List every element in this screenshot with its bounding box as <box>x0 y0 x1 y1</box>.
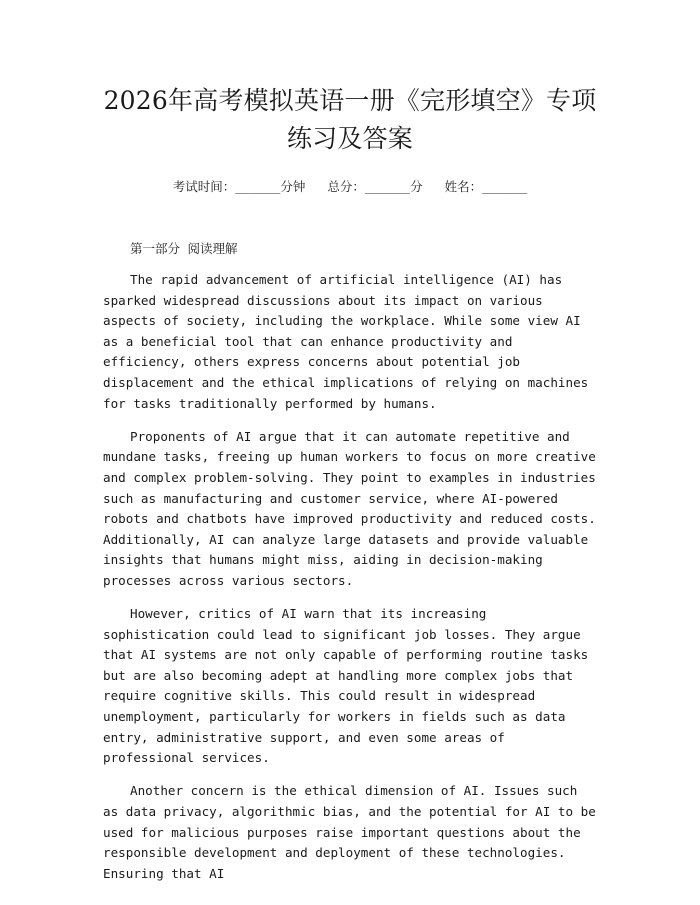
student-name-label: 姓名：______ <box>444 179 528 194</box>
exam-time-label: 考试时间：______分钟 <box>172 179 306 194</box>
paragraph-4: Another concern is the ethical dimension of AI. Issues such as data privacy, algorithmic bias, and the potential for AI to be used for malicious purposes raise important questions about the responsible development and deployment of these technologies. Ensuring that AI <box>103 783 596 881</box>
document-title <box>103 82 597 158</box>
paragraph-1: The rapid advancement of artificial intelligence (AI) has sparked widespread discussions about its impact on various aspects of society, including the workplace. While some view AI as a beneficial tool that can enhance productivity and efficiency, others express concerns about potential job displacement and the ethical implications of relying on machines for tasks traditionally performed by humans. <box>103 272 589 411</box>
exam-meta <box>103 178 597 196</box>
total-score-label: 总分：______分 <box>327 179 423 194</box>
paragraph-3: However, critics of AI warn that its increasing sophistication could lead to significant job losses. They argue that AI systems are not only capable of performing routine tasks but are also becoming adept at handling more complex jobs that require cognitive skills. This could result in widespread unemployment, particularly for workers in fields such as data entry, administrative support, and even some areas of professional services. <box>103 606 589 766</box>
title-line-2: 练习及答案 <box>286 124 413 153</box>
paragraph-2: Proponents of AI argue that it can automate repetitive and mundane tasks, freeing up human workers to focus on more creative and complex problem-solving. They point to examples in industries such as manufacturing and customer service, where AI-powered robots and chatbots have improved productivity and reduced costs. Additionally, AI can analyze large datasets and provide valuable insights that humans might miss, aiding in decision-making processes across various sectors. <box>103 428 596 588</box>
title-line-1: 2026年高考模拟英语一册《完形填空》专项 <box>103 86 597 115</box>
section-title: 第一部分 阅读理解 <box>130 241 238 256</box>
